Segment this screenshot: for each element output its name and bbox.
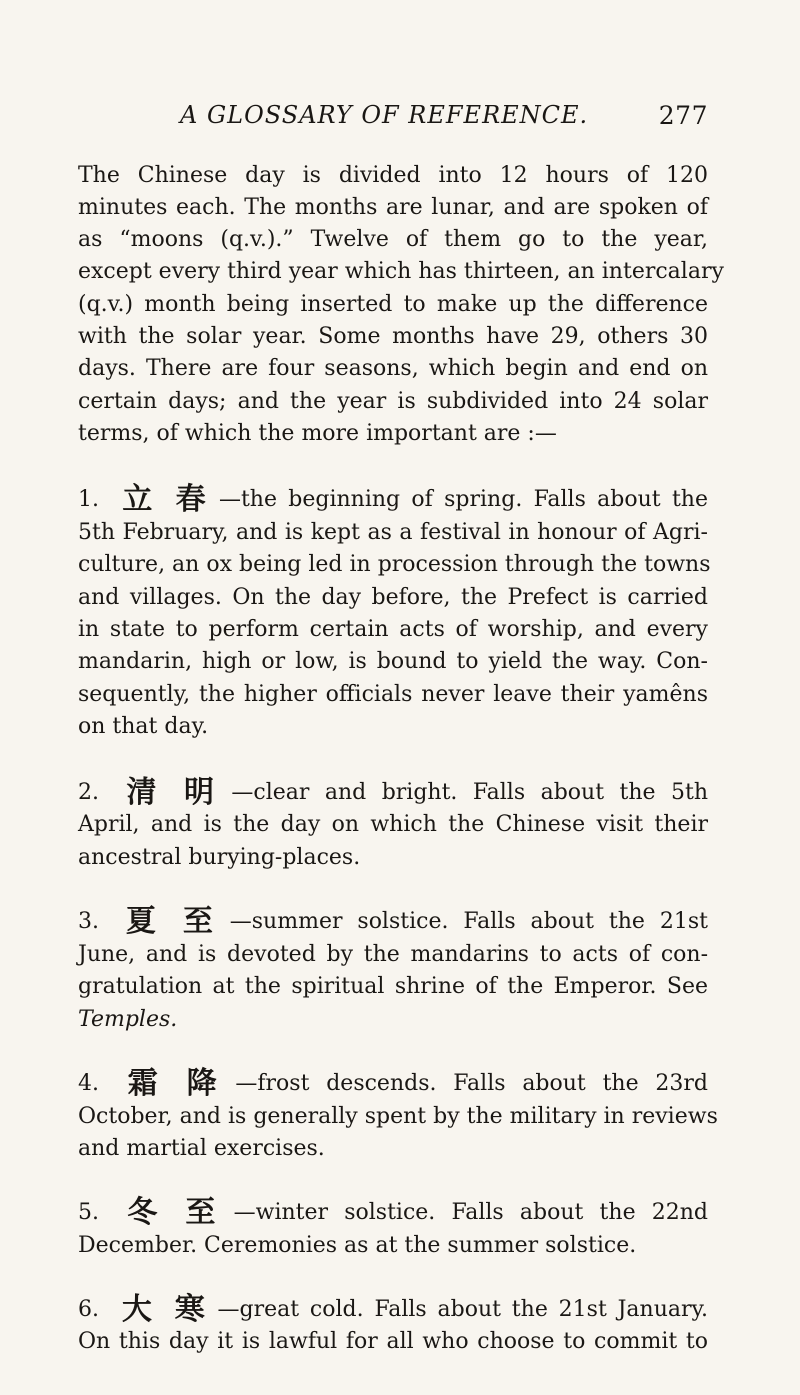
term-1-line-7: sequently, the higher officials never leave their yamêns bbox=[78, 682, 708, 707]
term-4-first-line bbox=[78, 1068, 708, 1100]
term-2-character-1: 清 bbox=[126, 775, 157, 810]
term-3-line-4: Temples. bbox=[78, 1007, 178, 1032]
body-line-1: The Chinese day is divided into 12 hours of 120 bbox=[78, 163, 708, 188]
term-5-number: 5. bbox=[78, 1200, 99, 1225]
term-3-line-3: gratulation at the spiritual shrine of the Emperor. See bbox=[78, 974, 708, 999]
term-1-character-1: 立 bbox=[122, 482, 153, 517]
term-6-character-2: 寒 bbox=[174, 1292, 205, 1327]
term-1-line-2: 5th February, and is kept as a festival in honour of Agri- bbox=[78, 520, 708, 545]
term-6-line-1: —great cold. Falls about the 21st January. bbox=[217, 1297, 709, 1322]
body-line-7: days. There are four seasons, which begin and end on bbox=[78, 356, 708, 381]
term-1-line-1: —the beginning of spring. Falls about the bbox=[218, 487, 708, 512]
body-line-8: certain days; and the year is subdivided into 24 solar bbox=[78, 389, 708, 414]
body-line-6: with the solar year. Some months have 29, others 30 bbox=[78, 324, 708, 349]
body-line-4: except every third year which has thirteen, an intercalary bbox=[78, 259, 724, 284]
term-5-line-2: December. Ceremonies as at the summer solstice. bbox=[78, 1233, 637, 1258]
term-5-character-1: 冬 bbox=[127, 1195, 158, 1230]
term-3-line-1: —summer solstice. Falls about the 21st bbox=[229, 909, 708, 934]
term-1-line-6: mandarin, high or low, is bound to yield the way. Con- bbox=[78, 649, 708, 674]
term-5-character-2: 至 bbox=[185, 1195, 216, 1230]
running-title: A GLOSSARY OF REFERENCE. bbox=[180, 101, 589, 129]
term-4-line-2: October, and is generally spent by the military in reviews bbox=[78, 1104, 718, 1129]
body-line-9: terms, of which the more important are :— bbox=[78, 421, 557, 446]
term-4-character-2: 降 bbox=[186, 1066, 217, 1101]
term-4-line-3: and martial exercises. bbox=[78, 1136, 325, 1161]
term-1-character-2: 春 bbox=[175, 482, 206, 517]
term-4-line-1: —frost descends. Falls about the 23rd bbox=[235, 1071, 708, 1096]
term-6-character-1: 大 bbox=[121, 1292, 152, 1327]
term-1-first-line bbox=[78, 484, 708, 516]
term-3-character-1: 夏 bbox=[125, 904, 156, 939]
term-1-line-8: on that day. bbox=[78, 714, 209, 739]
term-2-line-3: ancestral burying-places. bbox=[78, 845, 361, 870]
term-3-first-line bbox=[78, 906, 708, 938]
term-5-line-1: —winter solstice. Falls about the 22nd bbox=[233, 1200, 709, 1225]
term-1-line-3: culture, an ox being led in procession through the towns bbox=[78, 552, 711, 577]
term-6-first-line bbox=[78, 1294, 708, 1326]
term-1-line-5: in state to perform certain acts of worship, and every bbox=[78, 617, 708, 642]
term-4-character-1: 霜 bbox=[127, 1066, 158, 1101]
body-line-3: as “moons (q.v.).” Twelve of them go to the year, bbox=[78, 227, 708, 252]
term-2-first-line bbox=[78, 777, 708, 809]
term-6-number: 6. bbox=[78, 1297, 99, 1322]
term-1-number: 1. bbox=[78, 487, 99, 512]
term-2-line-1: —clear and bright. Falls about the 5th bbox=[231, 780, 708, 805]
term-2-line-2: April, and is the day on which the Chinese visit their bbox=[78, 812, 708, 837]
term-4-number: 4. bbox=[78, 1071, 99, 1096]
term-3-number: 3. bbox=[78, 909, 99, 934]
term-6-line-2: On this day it is lawful for all who choose to commit to bbox=[78, 1329, 708, 1354]
running-head bbox=[78, 101, 708, 135]
term-2-number: 2. bbox=[78, 780, 99, 805]
term-3-line-2: June, and is devoted by the mandarins to acts of con- bbox=[78, 942, 708, 967]
term-2-character-2: 明 bbox=[183, 775, 214, 810]
page-number: 277 bbox=[658, 101, 708, 130]
term-5-first-line bbox=[78, 1197, 708, 1229]
body-line-2: minutes each. The months are lunar, and are spoken of bbox=[78, 195, 708, 220]
body-line-5: (q.v.) month being inserted to make up the difference bbox=[78, 292, 708, 317]
term-3-character-2: 至 bbox=[182, 904, 213, 939]
term-1-line-4: and villages. On the day before, the Prefect is carried bbox=[78, 585, 708, 610]
